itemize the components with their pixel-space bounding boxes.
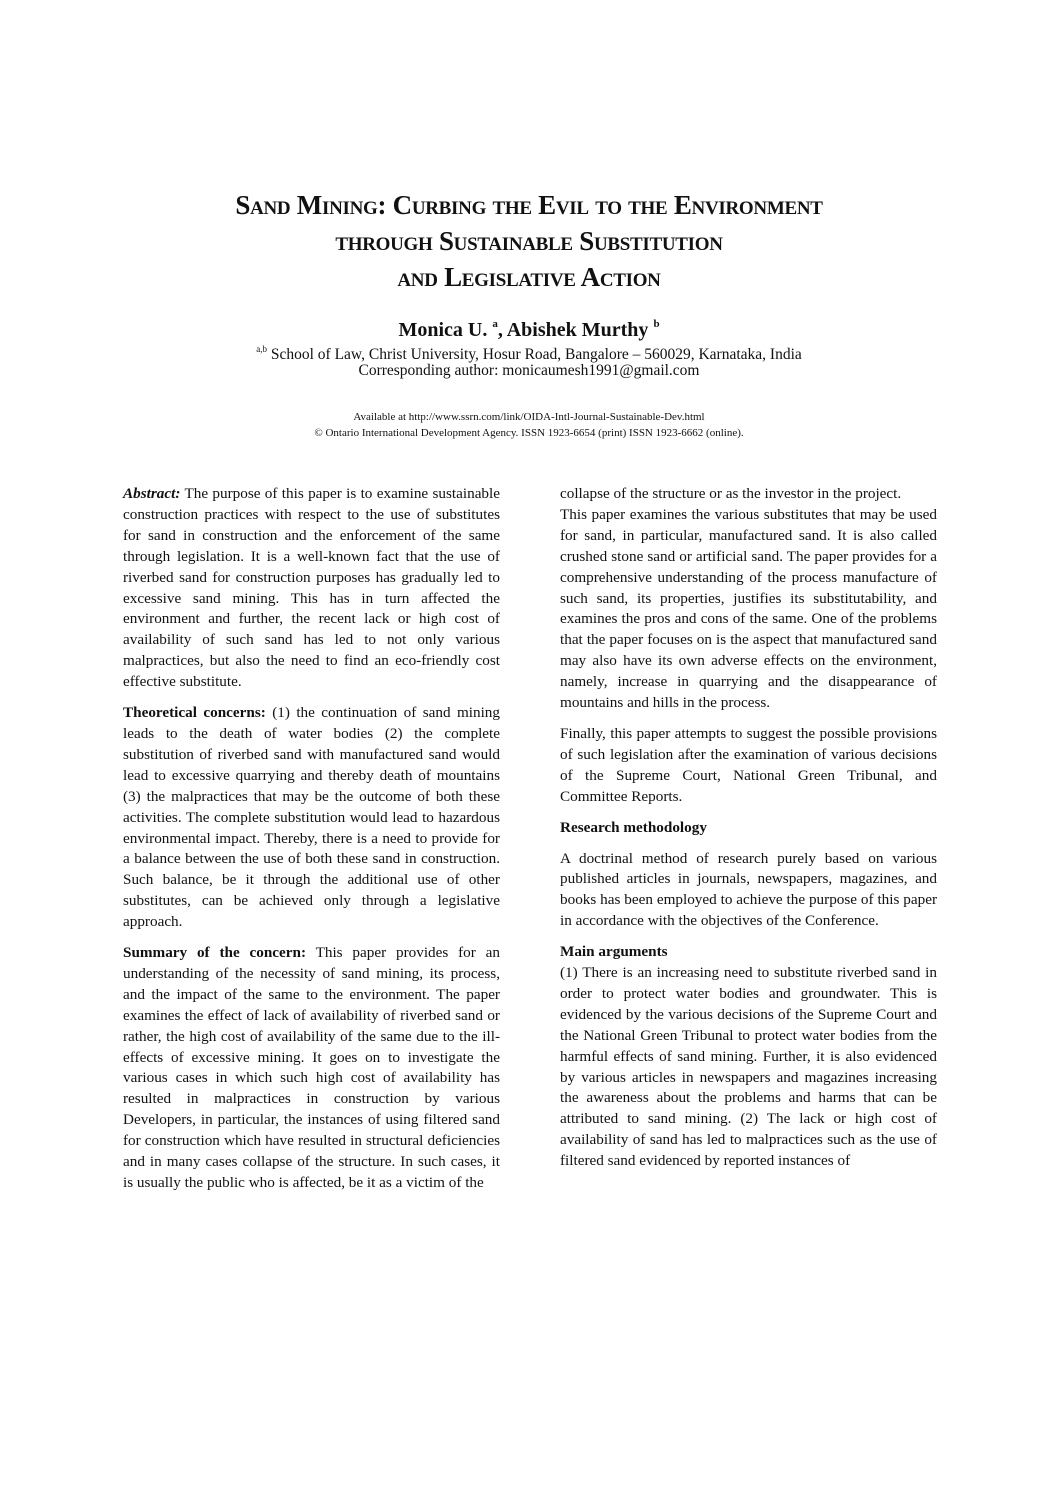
abstract-text: The purpose of this paper is to examine sustainable construction practices with respect to the use of substitutes for sand in construction and the enforcement of the same through legislation. It is a well-known fact that the use of riverbed sand for construction purposes has gradually led to excessive sand mining. This has in turn affected the environment and further, the recent lack or high cost of availability of such sand has led to not only various malpractices, but also the need to find an eco-friendly cost effective substitute. bbox=[123, 485, 500, 691]
copyright-notice: © Ontario International Development Agency. ISSN 1923-6654 (print) ISSN 1923-6662 (online). bbox=[314, 427, 744, 439]
main-arguments-heading: Main arguments bbox=[560, 943, 668, 961]
main-arguments-paragraph: (1) There is an increasing need to substitute riverbed sand in order to protect water bodies and groundwater. This is evidenced by the various decisions of the Supreme Court and the National Green Tribunal to protect water bodies from the harmful effects of sand mining. Further, it is also evidenced by various articles in newspapers and magazines increasing the awareness about the problems and harms that can be attributed to sand mining. (2) The lack or high cost of availability of sand has led to malpractices such as the use of filtered sand evidenced by reported instances of bbox=[560, 964, 937, 1170]
author-list bbox=[100, 312, 958, 342]
left-column bbox=[123, 484, 500, 1194]
corresponding-author: Corresponding author: monicaumesh1991@gmail.com bbox=[358, 362, 700, 379]
title-line-3: and Legislative Action bbox=[397, 262, 661, 292]
publication-info bbox=[100, 409, 958, 441]
paper-title bbox=[100, 187, 958, 295]
author-separator: , bbox=[497, 319, 507, 341]
finally-paragraph: Finally, this paper attempts to suggest the possible provisions of such legislation after the examination of various decisions of the Supreme Court, National Green Tribunal, and Committee Reports. bbox=[560, 724, 937, 805]
summary-paragraph bbox=[123, 943, 500, 1194]
author-name: Abishek Murthy bbox=[506, 319, 649, 341]
theoretical-concerns-label: Theoretical concerns: bbox=[123, 704, 266, 722]
author-affiliation-mark: b bbox=[653, 318, 660, 330]
theoretical-concerns-paragraph bbox=[123, 703, 500, 933]
title-line-2: through Sustainable Substitution bbox=[335, 226, 723, 256]
methodology-paragraph: A doctrinal method of research purely based on various published articles in journals, newspapers, magazines, and books has been employed to achieve the purpose of this paper in accordance with the objectives of the Conference. bbox=[560, 849, 937, 930]
continuation-paragraph: collapse of the structure or as the investor in the project. bbox=[560, 485, 902, 502]
methodology-heading: Research methodology bbox=[560, 818, 707, 836]
summary-text: This paper provides for an understanding of the necessity of sand mining, its process, and the impact of the same to the environment. The paper examines the effect of lack of availability of riverbed sand or rather, the high cost of availability of the same due to the ill-effects of excessive mining. It goes on to investigate the various cases in which such high cost of availability has resulted in malpractices in construction by various Developers, in particular, the instances of using filtered sand for construction which have resulted in structural deficiencies and in many cases collapse of the structure. In such cases, it is usually the public who is affected, be it as a victim of the bbox=[123, 944, 500, 1191]
title-line-1: Sand Mining: Curbing the Evil to the Environment bbox=[235, 190, 823, 220]
affiliation-marks: a,b bbox=[256, 344, 267, 354]
affiliation-text: School of Law, Christ University, Hosur Road, Bangalore – 560029, Karnataka, India bbox=[266, 346, 802, 363]
abstract-label: Abstract: bbox=[123, 485, 181, 502]
right-column bbox=[560, 484, 937, 1172]
author-affiliation-mark: a bbox=[492, 318, 498, 330]
availability-link[interactable]: Available at http://www.ssrn.com/link/OIDA-Intl-Journal-Sustainable-Dev.html bbox=[353, 411, 705, 423]
abstract-paragraph bbox=[123, 484, 500, 693]
theoretical-concerns-text: (1) the continuation of sand mining leads to the death of water bodies (2) the complete substitution of riverbed sand with manufactured sand would lead to excessive quarrying and thereby death of mountains (3) the malpractices that may be the outcome of both these activities. The complete substitution would lead to hazardous environmental impact. Thereby, there is a need to provide for a balance between the use of both these sand in construction. Such balance, be it through the additional use of other substitutes, can be achieved only through a legislative approach. bbox=[123, 704, 500, 931]
summary-label: Summary of the concern: bbox=[123, 944, 307, 962]
substitutes-paragraph: This paper examines the various substitutes that may be used for sand, in particular, manufactured sand. It is also called crushed stone sand or artificial sand. The paper provides for a comprehensive understanding of the process manufacture of such sand, its properties, justifies its substitutability, and examines the pros and cons of the same. One of the problems that the paper focuses on is the aspect that manufactured sand may also have its own adverse effects on the environment, namely, increase in quarrying and the disappearance of mountains and hills in the process. bbox=[560, 505, 937, 712]
author-name: Monica U. bbox=[398, 319, 488, 341]
